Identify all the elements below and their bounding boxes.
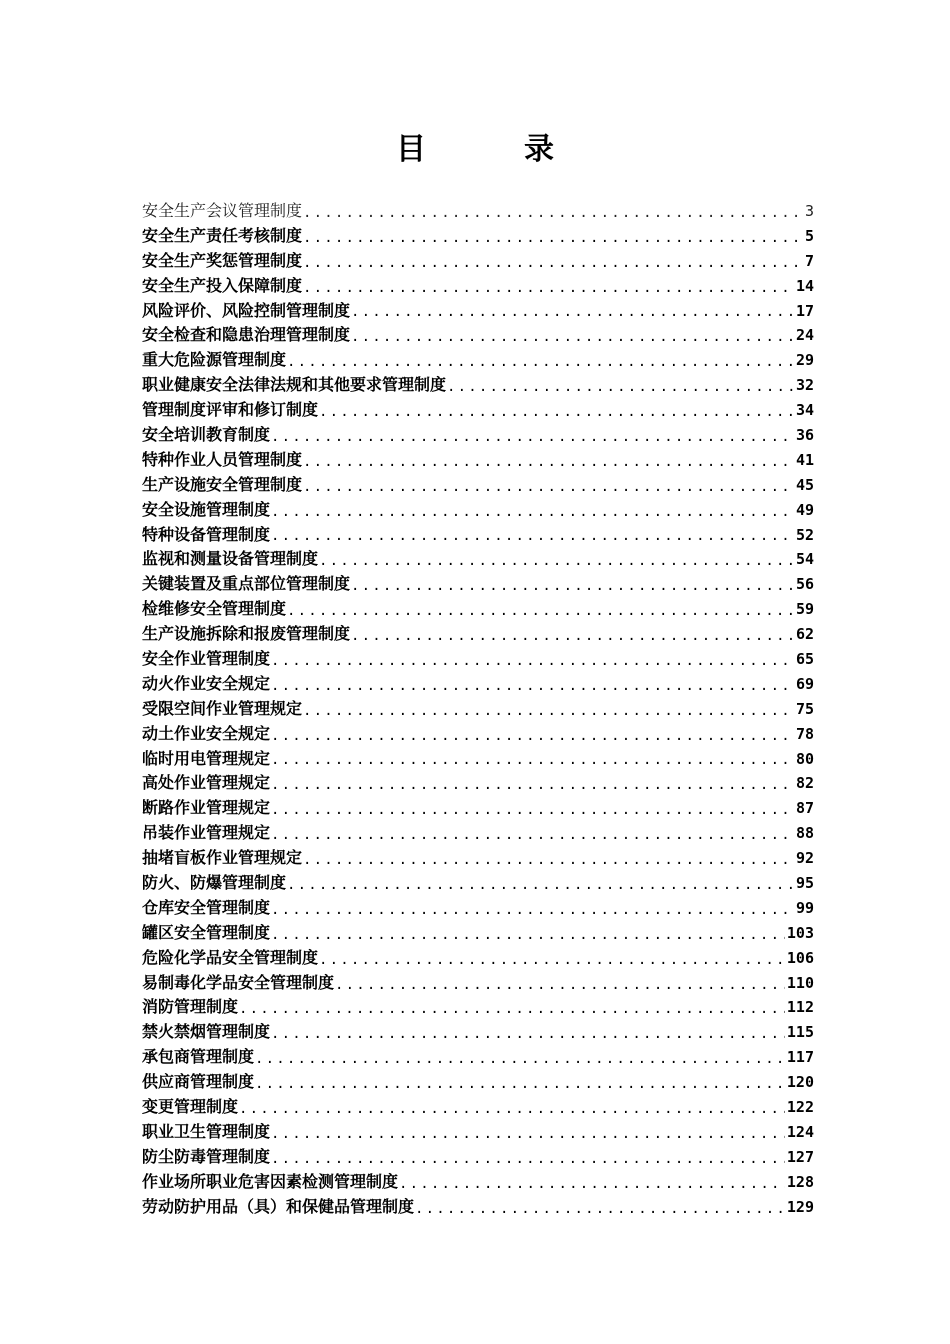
toc-entry-title: 管理制度评审和修订制度 [142, 400, 319, 420]
toc-entry-page-number: 95 [795, 874, 814, 893]
toc-entry[interactable] [142, 547, 814, 572]
toc-entry-title: 检维修安全管理制度 [142, 599, 287, 619]
toc-entry-page-number: 54 [795, 550, 814, 569]
toc-entry-page-number: 49 [795, 500, 814, 519]
dot-leader [271, 525, 794, 547]
toc-entry-title: 关键装置及重点部位管理制度 [142, 574, 351, 594]
dot-leader [271, 774, 794, 796]
toc-entry-page-number: 112 [786, 998, 814, 1017]
toc-entry-page-number: 80 [795, 749, 814, 768]
toc-entry-title: 抽堵盲板作业管理规定 [142, 848, 303, 868]
page-title: 目 录 [396, 132, 588, 167]
toc-entry[interactable] [142, 1020, 814, 1045]
toc-entry[interactable] [142, 871, 814, 896]
dot-leader [351, 575, 794, 597]
dot-leader [239, 1098, 785, 1120]
toc-entry-page-number: 65 [795, 650, 814, 669]
toc-entry-page-number: 106 [786, 948, 814, 967]
dot-leader [303, 227, 803, 249]
toc-entry[interactable] [142, 1170, 814, 1195]
toc-entry[interactable] [142, 249, 814, 274]
dot-leader [303, 849, 794, 871]
toc-entry-page-number: 103 [786, 923, 814, 942]
toc-entry-title: 安全生产投入保障制度 [142, 275, 303, 295]
toc-entry[interactable] [142, 1045, 814, 1070]
toc-entry[interactable] [142, 473, 814, 498]
toc-entry-title: 监视和测量设备管理制度 [142, 549, 319, 569]
dot-leader [255, 1048, 785, 1070]
toc-entry-title: 安全检查和隐患治理管理制度 [142, 325, 351, 345]
dot-leader [271, 1148, 785, 1170]
toc-entry-page-number: 120 [786, 1073, 814, 1092]
dot-leader [351, 326, 794, 348]
toc-entry[interactable] [142, 597, 814, 622]
toc-entry[interactable] [142, 971, 814, 996]
toc-entry[interactable] [142, 771, 814, 796]
dot-leader [303, 700, 794, 722]
toc-entry-title: 安全作业管理制度 [142, 649, 271, 669]
toc-entry-title: 职业健康安全法律法规和其他要求管理制度 [142, 375, 447, 395]
toc-entry-title: 安全生产责任考核制度 [142, 225, 303, 245]
toc-entry[interactable] [142, 647, 814, 672]
dot-leader [287, 351, 794, 373]
toc-entry-title: 特种设备管理制度 [142, 524, 271, 544]
toc-entry-page-number: 82 [795, 774, 814, 793]
toc-entry-title: 吊装作业管理规定 [142, 823, 271, 843]
dot-leader [335, 974, 785, 996]
toc-entry[interactable] [142, 796, 814, 821]
toc-entry-title: 特种作业人员管理制度 [142, 449, 303, 469]
toc-entry-title: 承包商管理制度 [142, 1047, 255, 1067]
toc-entry-page-number: 128 [786, 1172, 814, 1191]
toc-entry[interactable] [142, 299, 814, 324]
dot-leader [271, 1023, 785, 1045]
toc-entry-page-number: 122 [786, 1098, 814, 1117]
toc-entry[interactable] [142, 996, 814, 1021]
toc-entry-page-number: 78 [795, 724, 814, 743]
toc-entry[interactable] [142, 523, 814, 548]
toc-entry-title: 供应商管理制度 [142, 1072, 255, 1092]
toc-entry-title: 动土作业安全规定 [142, 723, 271, 743]
dot-leader [271, 924, 785, 946]
toc-entry-page-number: 36 [795, 426, 814, 444]
toc-entry-page-number: 5 [804, 226, 814, 245]
toc-entry[interactable] [142, 423, 814, 448]
toc-entry[interactable] [142, 622, 814, 647]
toc-entry-page-number: 7 [804, 251, 814, 270]
toc-entry[interactable] [142, 821, 814, 846]
toc-entry-title: 罐区安全管理制度 [142, 922, 271, 942]
toc-entry-title: 重大危险源管理制度 [142, 350, 287, 370]
toc-entry-title: 劳动防护用品（具）和保健品管理制度 [142, 1196, 415, 1216]
toc-entry-title: 安全生产会议管理制度 [142, 200, 303, 220]
dot-leader [287, 600, 794, 622]
dot-leader [303, 252, 803, 274]
dot-leader [303, 476, 794, 498]
toc-entry[interactable] [142, 1095, 814, 1120]
toc-entry[interactable] [142, 224, 814, 249]
dot-leader [287, 874, 794, 896]
toc-entry[interactable] [142, 398, 814, 423]
toc-entry-title: 防尘防毒管理制度 [142, 1146, 271, 1166]
toc-entry-page-number: 3 [804, 201, 814, 220]
toc-entry[interactable] [142, 896, 814, 921]
dot-leader [271, 799, 794, 821]
dot-leader [319, 949, 785, 971]
dot-leader [351, 301, 794, 323]
toc-entry[interactable] [142, 697, 814, 722]
toc-entry-title: 易制毒化学品安全管理制度 [142, 972, 335, 992]
toc-entry-page-number: 87 [795, 799, 814, 818]
toc-entry[interactable] [142, 348, 814, 373]
toc-entry[interactable] [142, 846, 814, 871]
dot-leader [271, 650, 794, 672]
dot-leader [415, 1198, 785, 1220]
dot-leader [271, 675, 794, 697]
toc-entry-title: 仓库安全管理制度 [142, 897, 271, 917]
toc-entry-title: 安全设施管理制度 [142, 499, 271, 519]
toc-entry[interactable] [142, 1070, 814, 1095]
toc-entry-page-number: 110 [786, 973, 814, 992]
toc-entry-page-number: 59 [795, 600, 814, 619]
dot-leader [303, 277, 794, 299]
toc-entry[interactable] [142, 1195, 814, 1220]
toc-entry-page-number: 45 [795, 475, 814, 494]
dot-leader [239, 998, 785, 1020]
table-of-contents [142, 199, 814, 1220]
toc-entry[interactable] [142, 498, 814, 523]
dot-leader [319, 550, 794, 572]
toc-entry-page-number: 34 [795, 401, 814, 420]
toc-entry-title: 动火作业安全规定 [142, 673, 271, 693]
toc-entry-page-number: 124 [786, 1122, 814, 1141]
toc-entry-title: 安全生产奖惩管理制度 [142, 250, 303, 270]
toc-entry-page-number: 52 [795, 525, 814, 544]
toc-entry-title: 高处作业管理规定 [142, 773, 271, 793]
toc-entry-title: 安全培训教育制度 [142, 425, 271, 444]
toc-entry-title: 禁火禁烟管理制度 [142, 1022, 271, 1042]
toc-entry-title: 作业场所职业危害因素检测管理制度 [142, 1171, 399, 1191]
dot-leader [271, 824, 794, 846]
toc-entry-page-number: 14 [795, 276, 814, 295]
toc-entry[interactable] [142, 373, 814, 398]
toc-entry-page-number: 17 [795, 301, 814, 320]
toc-entry-page-number: 92 [795, 849, 814, 868]
toc-entry-page-number: 62 [795, 625, 814, 644]
toc-entry[interactable] [142, 274, 814, 299]
toc-entry-title: 生产设施安全管理制度 [142, 474, 303, 494]
toc-entry-page-number: 24 [795, 326, 814, 345]
toc-entry-title: 危险化学品安全管理制度 [142, 947, 319, 967]
dot-leader [399, 1173, 785, 1195]
toc-entry[interactable] [142, 946, 814, 971]
toc-entry[interactable] [142, 747, 814, 772]
toc-entry[interactable] [142, 1120, 814, 1145]
toc-entry-title: 断路作业管理规定 [142, 798, 271, 818]
toc-entry-page-number: 75 [795, 699, 814, 718]
toc-entry-page-number: 99 [795, 898, 814, 917]
toc-entry-page-number: 32 [795, 376, 814, 395]
dot-leader [271, 501, 794, 523]
toc-entry-title: 生产设施拆除和报废管理制度 [142, 624, 351, 644]
dot-leader [271, 426, 794, 448]
dot-leader [303, 202, 803, 224]
dot-leader [271, 749, 794, 771]
toc-entry-title: 消防管理制度 [142, 997, 239, 1017]
toc-entry-page-number: 69 [795, 674, 814, 693]
toc-entry[interactable] [142, 672, 814, 697]
dot-leader [255, 1073, 785, 1095]
dot-leader [447, 376, 794, 398]
toc-entry-title: 受限空间作业管理规定 [142, 698, 303, 718]
toc-entry[interactable] [142, 722, 814, 747]
toc-entry[interactable] [142, 572, 814, 597]
toc-entry-title: 职业卫生管理制度 [142, 1121, 271, 1141]
toc-entry[interactable] [142, 448, 814, 473]
toc-entry-page-number: 115 [786, 1023, 814, 1042]
toc-entry-page-number: 127 [786, 1147, 814, 1166]
toc-entry[interactable] [142, 199, 814, 224]
toc-entry[interactable] [142, 921, 814, 946]
toc-entry-title: 风险评价、风险控制管理制度 [142, 300, 351, 320]
toc-entry-page-number: 117 [786, 1048, 814, 1067]
toc-entry-title: 临时用电管理规定 [142, 748, 271, 768]
toc-entry[interactable] [142, 323, 814, 348]
dot-leader [319, 401, 794, 423]
toc-entry[interactable] [142, 1145, 814, 1170]
toc-entry-title: 变更管理制度 [142, 1097, 239, 1117]
dot-leader [271, 899, 794, 921]
toc-entry-title: 防火、防爆管理制度 [142, 873, 287, 893]
toc-entry-page-number: 129 [786, 1197, 814, 1216]
toc-entry-page-number: 29 [795, 351, 814, 370]
toc-entry-page-number: 41 [795, 450, 814, 469]
toc-entry-page-number: 88 [795, 824, 814, 843]
dot-leader [271, 725, 794, 747]
toc-entry-page-number: 56 [795, 575, 814, 594]
dot-leader [351, 625, 794, 647]
dot-leader [303, 451, 794, 473]
dot-leader [271, 1123, 785, 1145]
